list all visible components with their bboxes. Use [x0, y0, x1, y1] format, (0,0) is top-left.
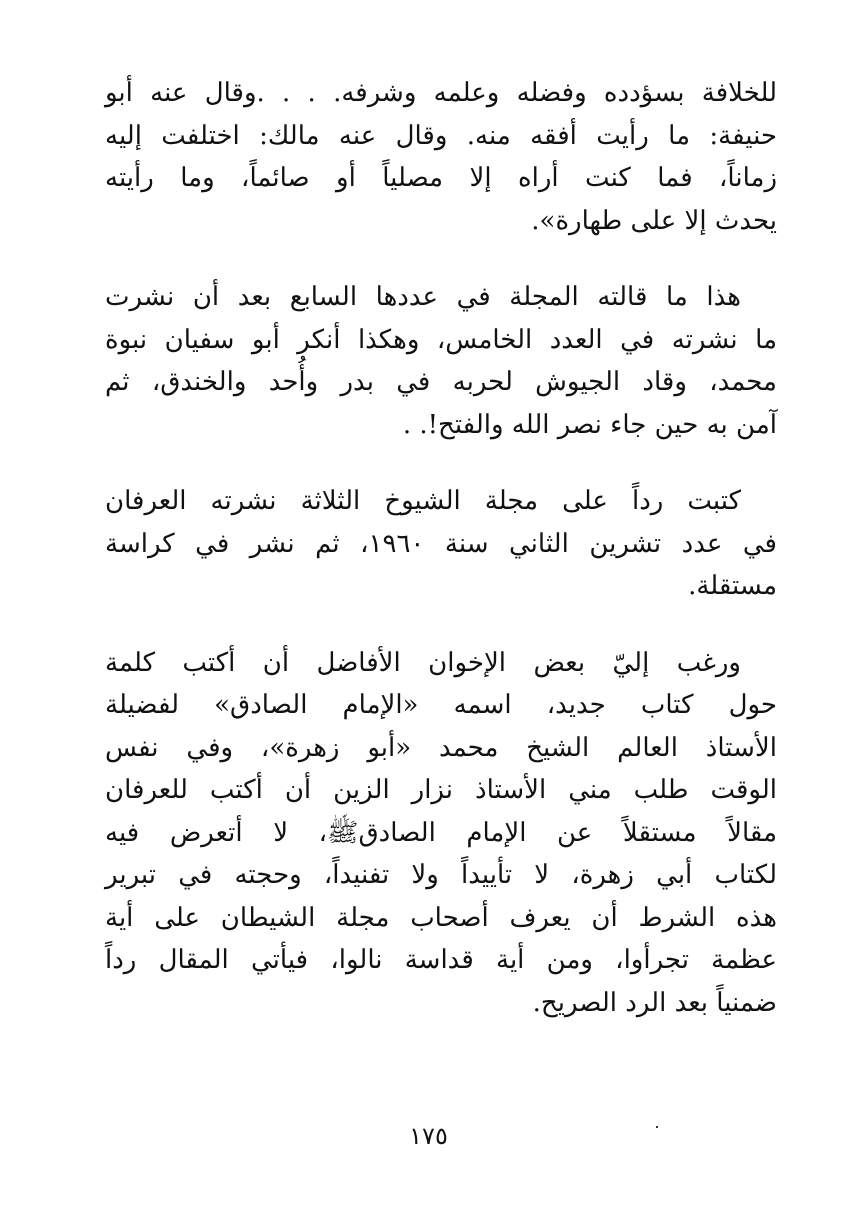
- print-speck: [656, 1126, 658, 1128]
- text-line: لكتاب أبي زهرة، لا تأييداً ولا تفنيداً، وحجته في تبرير: [105, 860, 777, 890]
- text-line: آمن به حين جاء نصر الله والفتح!. .: [402, 409, 777, 440]
- paragraph-1: [105, 72, 777, 242]
- text-line: هذه الشرط أن يعرف أصحاب مجلة الشيطان على أية: [105, 902, 777, 933]
- page-number: ١٧٥: [409, 1122, 448, 1150]
- text-line: ما نشرته في العدد الخامس، وهكذا أنكر أبو سفيان نبوة: [105, 324, 777, 355]
- paragraph-3: [105, 480, 777, 608]
- text-line: الأستاذ العالم الشيخ محمد «أبو زهرة»، وفي نفس: [105, 732, 777, 763]
- text-line: ورغب إليّ بعض الإخوان الأفاضل أن أكتب كلمة: [105, 647, 741, 678]
- text-line: في عدد تشرين الثاني سنة ١٩٦٠، ثم نشر في كراسة: [105, 528, 777, 559]
- paragraph-2: [105, 276, 777, 446]
- text-line: هذا ما قالته المجلة في عددها السابع بعد أن نشرت: [105, 282, 741, 312]
- paragraph-4: [105, 642, 777, 1025]
- text-line: حول كتاب جديد، اسمه «الإمام الصادق» لفضيلة: [105, 690, 777, 720]
- text-line: مقالاً مستقلاً عن الإمام الصادقﷺ، لا أتعرض فيه: [105, 817, 777, 848]
- text-line: مستقلة.: [688, 571, 777, 601]
- text-line: حنيفة: ما رأيت أفقه منه. وقال عنه مالك: اختلفت إليه: [105, 120, 777, 151]
- text-line: الوقت طلب مني الأستاذ نزار الزين أن أكتب للعرفان: [105, 775, 777, 805]
- text-line: محمد، وقاد الجيوش لحربه في بدر وأُحد والخندق، ثم: [105, 367, 777, 397]
- text-line: للخلافة بسؤدده وفضله وعلمه وشرفه. . . .وقال عنه أبو: [105, 78, 777, 108]
- text-line: عظمة تجرأوا، ومن أية قداسة نالوا، فيأتي المقال رداً: [105, 945, 777, 975]
- text-line: ضمنياً بعد الرد الصريح.: [532, 987, 777, 1018]
- text-line: يحدث إلا على طهارة».: [531, 205, 777, 236]
- page-body: [105, 72, 777, 1058]
- text-line: زماناً، فما كنت أراه إلا مصلياً أو صائماً، وما رأيته: [105, 163, 777, 193]
- text-line: كتبت رداً على مجلة الشيوخ الثلاثة نشرته العرفان: [105, 486, 741, 516]
